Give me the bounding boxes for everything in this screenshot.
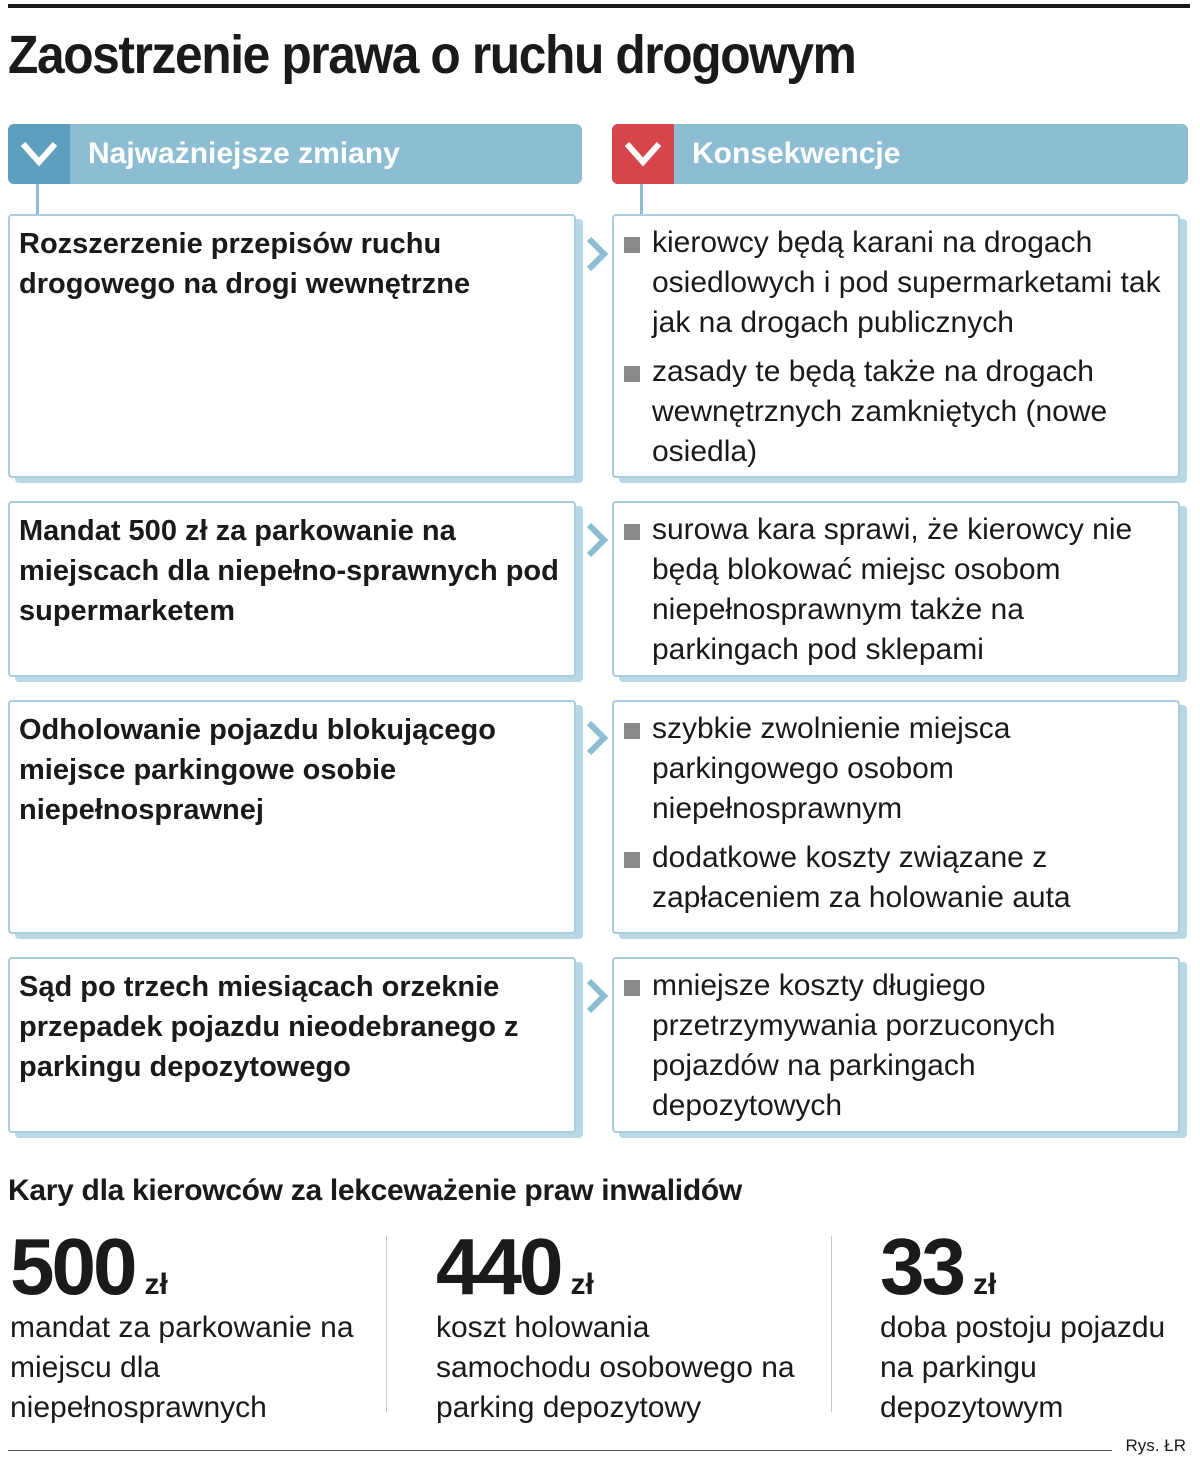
divider xyxy=(386,1236,387,1412)
consequence-box xyxy=(612,501,1180,677)
chevron-right-icon xyxy=(584,522,610,558)
header-changes-label: Najważniejsze zmiany xyxy=(88,137,400,170)
header-stem xyxy=(640,184,643,214)
penalty-value: 500 xyxy=(10,1222,135,1311)
penalty-unit: zł xyxy=(144,1268,168,1301)
square-bullet-icon xyxy=(624,723,640,739)
square-bullet-icon xyxy=(624,524,640,540)
change-box xyxy=(8,214,576,478)
top-rule xyxy=(8,4,1190,8)
square-bullet-icon xyxy=(624,366,640,382)
header-stem xyxy=(36,184,39,214)
consequence-box xyxy=(612,957,1180,1133)
chevron-right-icon xyxy=(584,720,610,756)
header-changes xyxy=(8,124,582,184)
consequence-item: surowa kara sprawi, że kierowcy nie będą blokować miejsc osobom niepełnosprawnym także na parkingach pod sklepami xyxy=(624,510,1170,670)
penalty-stat xyxy=(10,1222,360,1428)
square-bullet-icon xyxy=(624,980,640,996)
chevron-right-icon xyxy=(584,236,610,272)
penalty-unit: zł xyxy=(972,1268,997,1301)
bottom-rule xyxy=(8,1450,1112,1451)
square-bullet-icon xyxy=(624,852,640,868)
change-box xyxy=(8,957,576,1133)
change-text: Mandat 500 zł za parkowanie na miejscach dla niepełno-sprawnych pod supermarketem xyxy=(19,515,559,627)
penalty-value: 440 xyxy=(436,1222,561,1311)
penalties-heading: Kary dla kierowców za lekceważenie praw inwalidów xyxy=(8,1174,742,1207)
page-title: Zaostrzenie prawa o ruchu drogowym xyxy=(8,25,856,85)
header-consequences xyxy=(612,124,1188,184)
penalty-description: mandat za parkowanie na miejscu dla niepełnosprawnych xyxy=(10,1311,354,1424)
change-text: Rozszerzenie przepisów ruchu drogowego na drogi wewnętrzne xyxy=(19,228,471,300)
chevron-right-icon xyxy=(584,978,610,1014)
consequence-item: zasady te będą także na drogach wewnętrznych zamkniętych (nowe osiedla) xyxy=(624,352,1170,472)
penalty-value: 33 xyxy=(880,1222,963,1311)
change-text: Sąd po trzech miesiącach orzeknie przepadek pojazdu nieodebranego z parkingu depozytowego xyxy=(19,971,519,1083)
consequence-item: dodatkowe koszty związane z zapłaceniem za holowanie auta xyxy=(624,838,1170,918)
change-box xyxy=(8,700,576,934)
consequence-item: szybkie zwolnienie miejsca parkingowego osobom niepełnosprawnym xyxy=(624,709,1170,829)
consequence-item: kierowcy będą karani na drogach osiedlowych i pod supermarketami tak jak na drogach publicznych xyxy=(624,223,1170,343)
penalty-stat xyxy=(880,1222,1180,1428)
penalty-description: koszt holowania samochodu osobowego na parking depozytowy xyxy=(436,1311,795,1424)
chevron-down-icon xyxy=(8,124,70,184)
consequence-box xyxy=(612,700,1180,934)
square-bullet-icon xyxy=(624,237,640,253)
change-text: Odholowanie pojazdu blokującego miejsce parkingowe osobie niepełnosprawnej xyxy=(19,714,496,826)
penalty-stat xyxy=(436,1222,806,1428)
consequence-item: mniejsze koszty długiego przetrzymywania porzuconych pojazdów na parkingach depozytowych xyxy=(624,966,1170,1126)
consequence-box xyxy=(612,214,1180,478)
change-box xyxy=(8,501,576,677)
credit: Rys. ŁR xyxy=(1125,1436,1186,1455)
penalty-unit: zł xyxy=(570,1268,594,1301)
header-consequences-label: Konsekwencje xyxy=(692,137,901,170)
divider xyxy=(831,1236,832,1412)
chevron-down-icon xyxy=(612,124,674,184)
penalty-description: doba postoju pojazdu na parkingu depozytowym xyxy=(880,1311,1166,1424)
